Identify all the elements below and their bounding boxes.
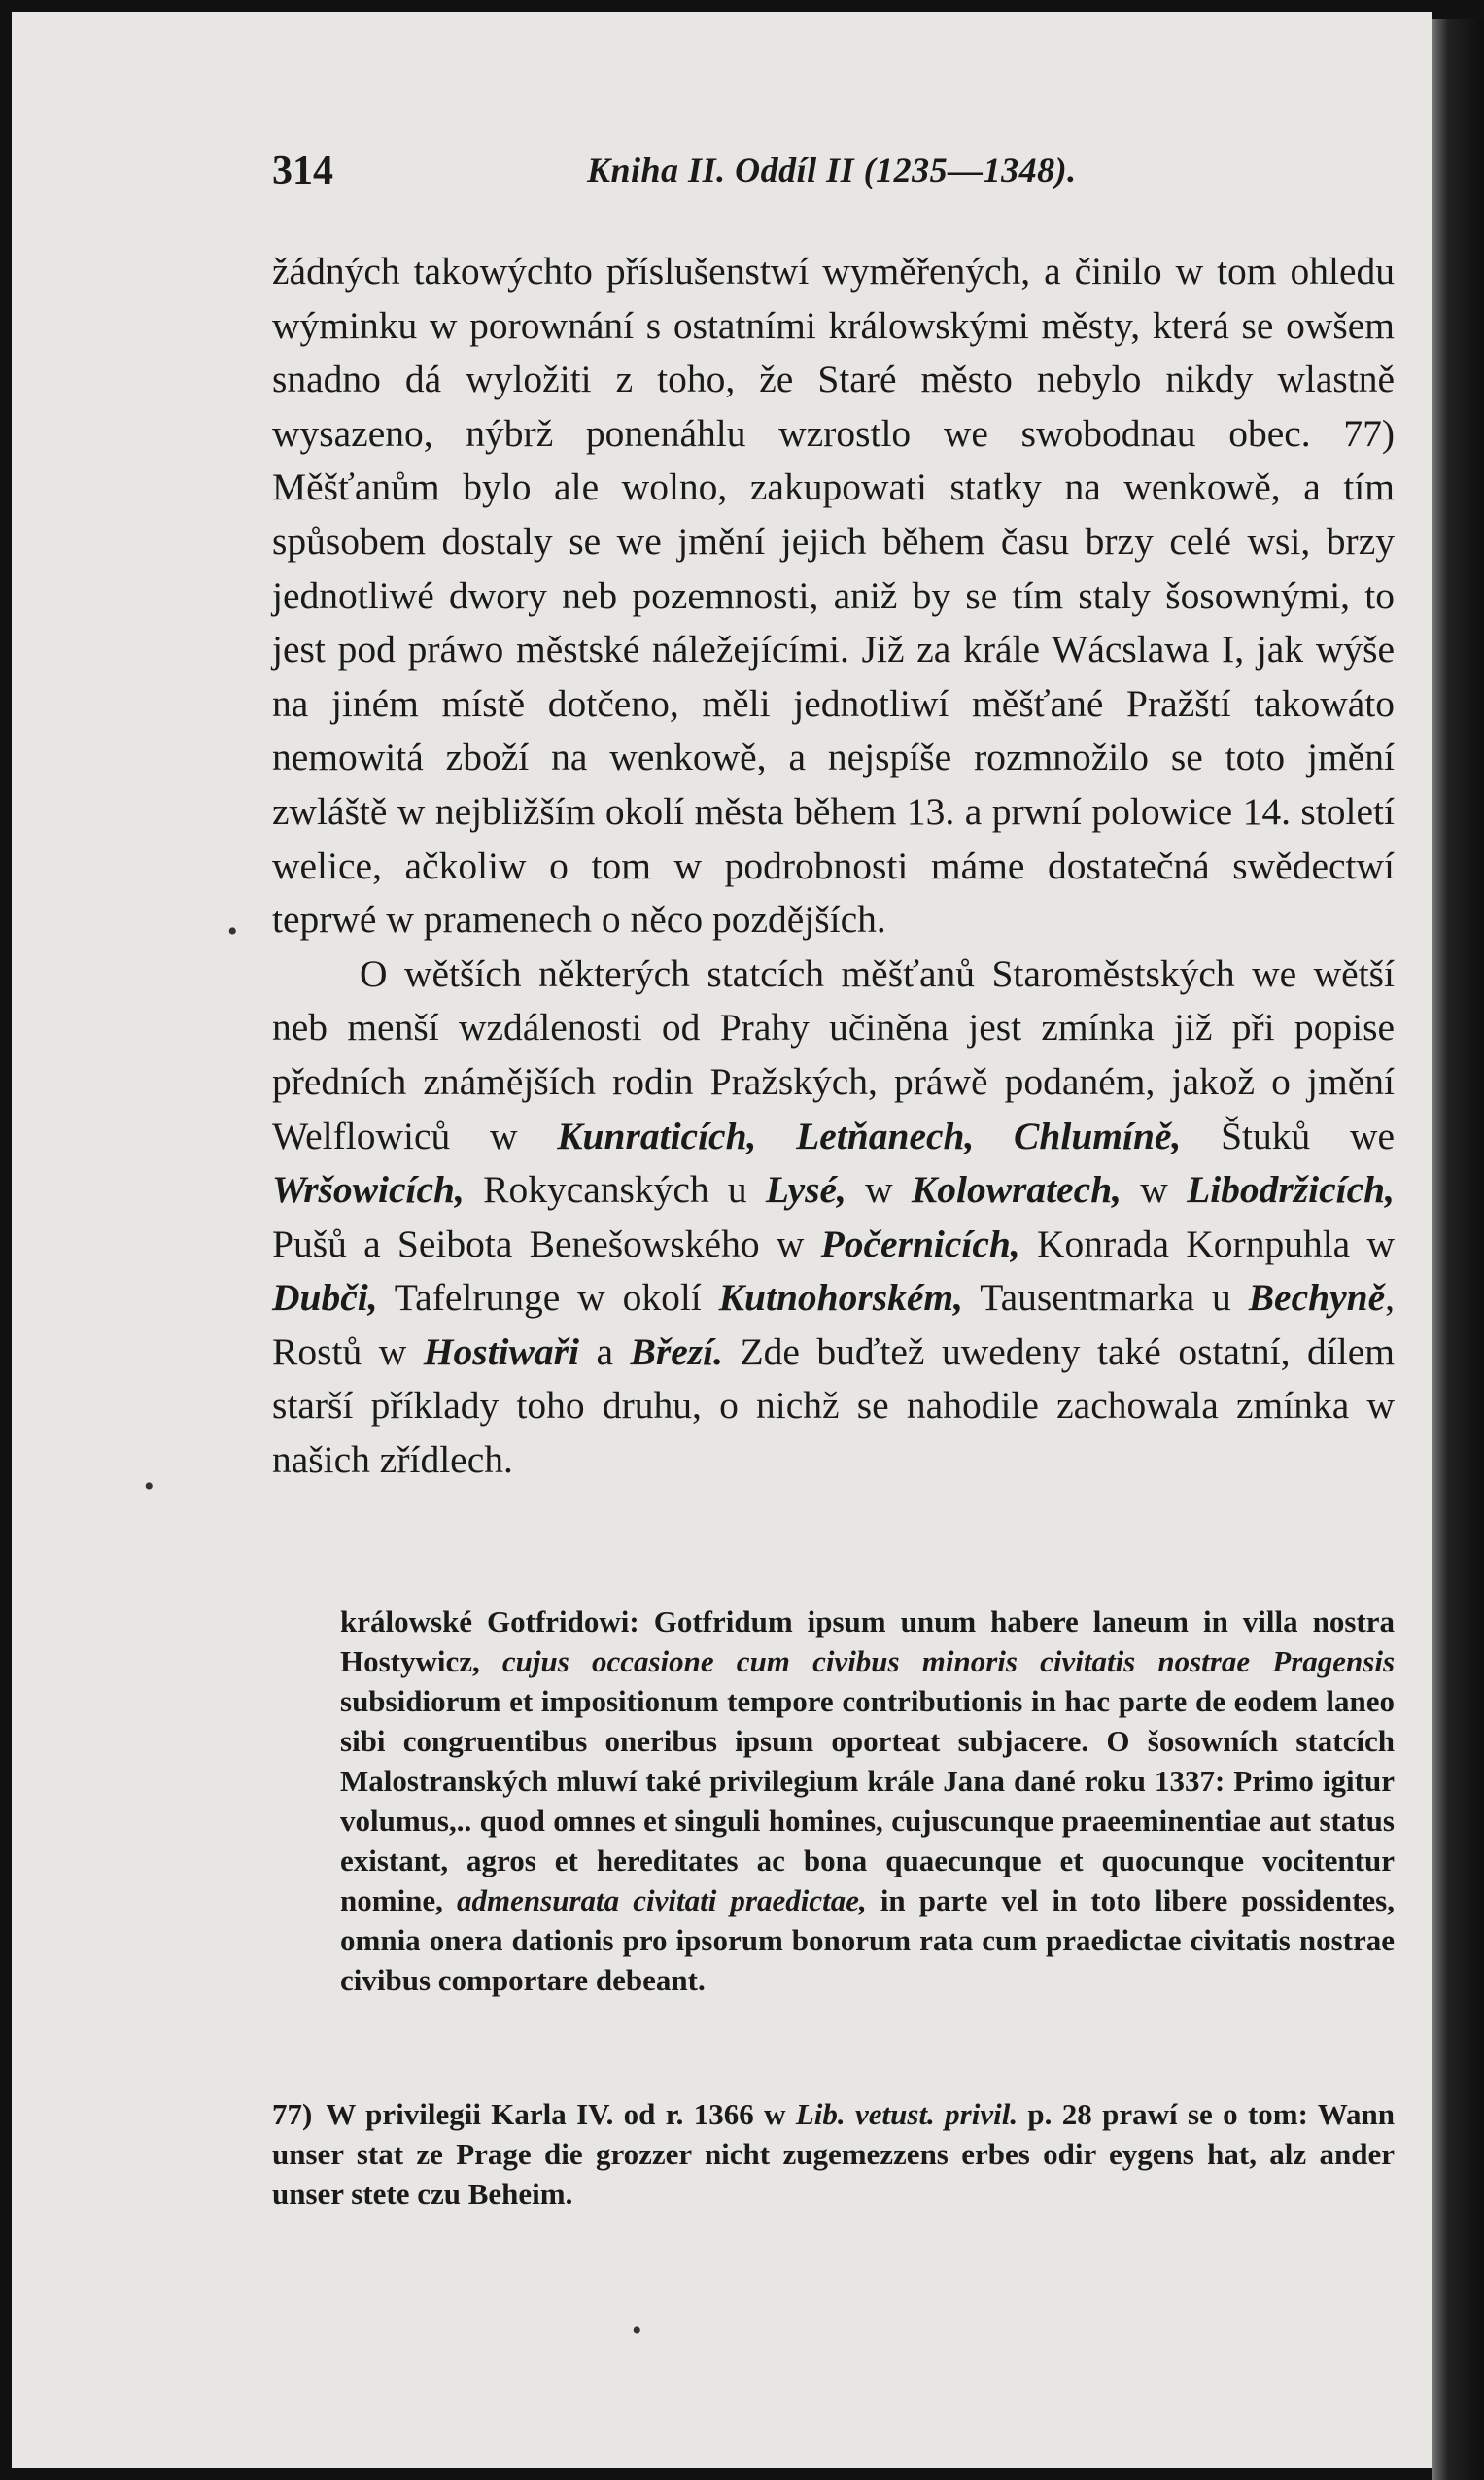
place-name: Hostiwaři bbox=[423, 1329, 579, 1373]
text-run: p. 28 prawí se o tom: Wann unser stat ze Prage die grozzer nicht zugemezzens erbes odir eygens hat, alz ander unser stete czu Beheim. bbox=[272, 2097, 1396, 2211]
text-run: králowské Gotfridowi: Gotfridum ipsum unum habere laneum in villa nostra Hostywicz, bbox=[340, 1604, 1395, 1678]
text-run: Zde buďtež uwedeny také ostatní, dílem starší příklady toho druhu, o nichž se nahodile zachowala zmínka w našich zřídlech. bbox=[272, 1329, 1395, 1482]
text-run: Štuků we bbox=[1181, 1114, 1396, 1157]
note-reference-77[interactable]: 77) bbox=[1343, 411, 1395, 455]
text-run: Tafelrunge w okolí bbox=[377, 1276, 719, 1320]
footnote-marker: 77) bbox=[272, 2097, 313, 2131]
text-run: Tausentmarka u bbox=[963, 1276, 1249, 1320]
place-name: Kolowratech, bbox=[911, 1168, 1122, 1212]
place-name: Počernicích, bbox=[820, 1222, 1020, 1265]
margin-speck: • bbox=[227, 915, 238, 947]
italic-run: admensurata civitati praedictae, bbox=[457, 1883, 867, 1917]
place-name: Kutnohorském, bbox=[718, 1276, 964, 1320]
text-run: in parte vel in toto libere possidentes, omnia onera dationis pro ipsorum bonorum rata cum praedictae civitatis nostrae civibus comportare debeant. bbox=[340, 1883, 1395, 1997]
running-title: Kniha II. Oddíl II (1235—1348). bbox=[587, 151, 1077, 189]
italic-run: cujus occasione cum civibus minoris civitatis nostrae Pragensis bbox=[501, 1644, 1396, 1678]
main-text bbox=[272, 245, 1395, 1488]
place-name: Dubči, bbox=[272, 1276, 378, 1320]
place-name: Lysé, bbox=[765, 1168, 846, 1212]
footnote-77 bbox=[272, 2094, 1395, 2214]
paragraph-2 bbox=[272, 947, 1395, 1488]
place-name: Libodržicích, bbox=[1187, 1168, 1396, 1212]
margin-speck: • bbox=[632, 2315, 642, 2347]
text-run: žádných takowýchto příslušenstwí wyměřených, a činilo w tom ohledu wýminku w porownání s ostatními králowskými městy, která se owšem snadno dá wyložiti z toho, že Staré město nebylo nikdy wlastně wysazeno, nýbrž ponenáhlu wzrostlo we swobodnau obec. bbox=[272, 250, 1395, 455]
page-header bbox=[260, 148, 1164, 206]
paragraph-1 bbox=[272, 245, 1395, 947]
text-run: Pušů a Seibota Benešowského w bbox=[272, 1222, 821, 1265]
place-name: Kunraticích, Letňanech, Chlumíně, bbox=[557, 1114, 1182, 1157]
footnote-continuation bbox=[340, 1602, 1395, 2000]
text-run: w bbox=[846, 1168, 912, 1212]
text-run: Rokycanských u bbox=[464, 1168, 766, 1212]
place-name: Bechyně bbox=[1248, 1276, 1386, 1320]
text-run: O wětších některých statcích měšťanů Staroměstských we wětší neb menší wzdálenosti od Prahy učiněna jest zmínka již při popise předních známějších rodin Pražských, práwě podaném, jakož o jmění Welflowiců w bbox=[272, 951, 1395, 1157]
text-run: Konrada Kornpuhla w bbox=[1019, 1222, 1395, 1265]
place-name: Březí. bbox=[630, 1329, 723, 1373]
italic-run: Lib. vetust. privil. bbox=[795, 2097, 1018, 2131]
text-run: w bbox=[1122, 1168, 1188, 1212]
text-run: a bbox=[578, 1329, 631, 1373]
text-run: , Rostů w bbox=[272, 1276, 1395, 1373]
text-run: Měšťanům bylo ale wolno, zakupowati statky na wenkowě, a tím spůsobem dostaly se we jmění jejich během času brzy celé wsi, brzy jednotliwé dwory neb pozemnosti, aniž by se tím staly šosownými, to jest pod práwo městské náležejícími. Již za krále Wácslawa I, jak wýše na jiném místě dotčeno, měli jednotliwí měšťané Pražští takowáto nemowitá zboží na wenkowě, a nejspíše rozmnožilo se toto jmění zwláště w nejbližším okolí města během 13. a prwní polowice 14. století welice, ačkoliw o tom w podrobnosti máme dostatečná swědectwí teprwé w pramenech o něco pozdějších. bbox=[272, 465, 1395, 942]
page-number: 314 bbox=[272, 149, 333, 193]
text-run: W privilegii Karla IV. od r. 1366 w bbox=[326, 2097, 796, 2131]
text-run: subsidiorum et impositionum tempore contributionis in hac parte de eodem laneo sibi congruentibus oneribus ipsum oporteat subjacere. O šosowních statcích Malostranských mluwí také privilegium krále Jana dané roku 1337: Primo igitur volumus,.. quod omnes et singuli homines, cujuscunque praeeminentiae aut status existant, agros et hereditates ac bona quaecunque et quocunque vocitentur nomine, bbox=[340, 1684, 1395, 1917]
place-name: Wršowicích, bbox=[272, 1168, 465, 1212]
page-edge-shadow bbox=[1432, 19, 1484, 2480]
margin-speck: • bbox=[144, 1470, 155, 1502]
